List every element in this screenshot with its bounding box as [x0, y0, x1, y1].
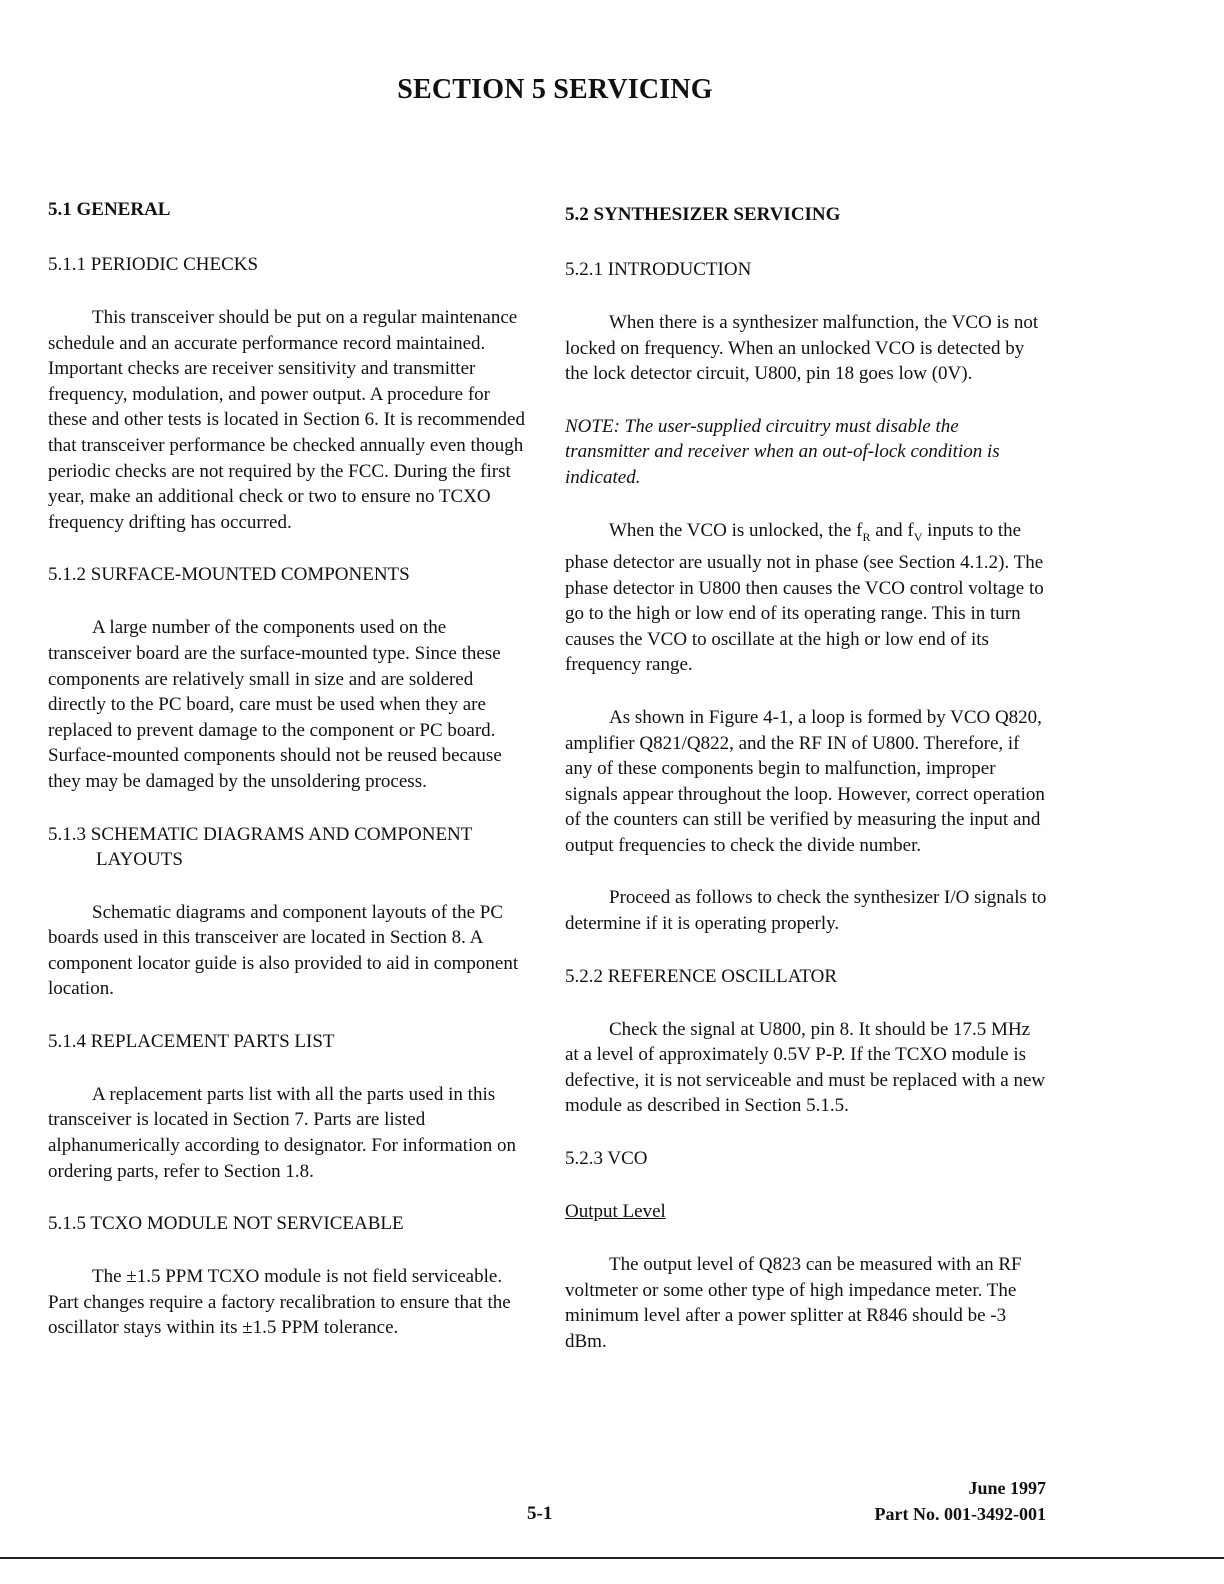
paragraph-introduction: When there is a synthesizer malfunction, the VCO is not locked on frequency. When an unlocked VCO is detected by the lock detector circuit, U800, pin 18 goes low (0V).: [565, 312, 1039, 385]
heading-schematic-diagrams: 5.1.3 SCHEMATIC DIAGRAMS AND COMPONENT LAYOUTS: [48, 823, 473, 870]
unlocked-text-b: inputs to the phase detector are usually not in phase (see Section 4.1.2). The phase detector in U800 then causes the VCO control voltage to go to the high or low end of its operating range. This in turn causes the VCO to oscillate at the high or low end of its frequency range.: [565, 519, 1044, 676]
paragraph-loop: As shown in Figure 4-1, a loop is formed by VCO Q820, amplifier Q821/Q822, and the RF IN of U800. Therefore, if any of these components begin to malfunction, improper signals appear throughout the loop. However, correct operation of the counters can still be verified by measuring the input and output frequencies to check the divide number.: [565, 706, 1045, 856]
heading-replacement-parts: 5.1.4 REPLACEMENT PARTS LIST: [48, 1030, 335, 1052]
bottom-rule: [0, 1557, 1224, 1559]
subscript-r: R: [862, 529, 871, 544]
left-column: [48, 198, 526, 1368]
heading-reference-oscillator: 5.2.2 REFERENCE OSCILLATOR: [565, 965, 838, 987]
footer-info: [840, 1475, 1046, 1527]
paragraph-periodic-checks: This transceiver should be put on a regular maintenance schedule and an accurate performance record maintained. Important checks are receiver sensitivity and transmitter frequency, modulation, and power output. A procedure for these and other tests is located in Section 6. It is recommended that transceiver performance be checked annually even though periodic checks are not required by the FCC. During the first year, make an additional check or two to ensure no TCXO frequency drifting has occurred.: [48, 307, 525, 533]
heading-general: 5.1 GENERAL: [48, 199, 171, 220]
right-column: [565, 203, 1047, 1381]
paragraph-schematic-diagrams: Schematic diagrams and component layouts of the PC boards used in this transceiver are located in Section 8. A component locator guide is also provided to aid in component location.: [48, 901, 519, 1000]
paragraph-reference-oscillator: Check the signal at U800, pin 8. It should be 17.5 MHz at a level of approximately 0.5V P-P. If the TCXO module is defective, it is not serviceable and must be replaced with a new module as described in Section 5.1.5.: [565, 1018, 1046, 1117]
paragraph-proceed: Proceed as follows to check the synthesizer I/O signals to determine if it is operating properly.: [565, 887, 1047, 935]
paragraph-tcxo-module: The ±1.5 PPM TCXO module is not field serviceable. Part changes require a factory recalibration to ensure that the oscillator stays within its ±1.5 PPM tolerance.: [48, 1266, 511, 1339]
footer-part-number: Part No. 001-3492-001: [874, 1504, 1046, 1524]
heading-synthesizer-servicing: 5.2 SYNTHESIZER SERVICING: [565, 204, 841, 225]
heading-introduction: 5.2.1 INTRODUCTION: [565, 259, 752, 280]
paragraph-replacement-parts: A replacement parts list with all the parts used in this transceiver is located in Section 7. Parts are listed alphanumerically according to designator. For information on ordering parts, refer to Section 1.8.: [48, 1083, 517, 1182]
footer-date: June 1997: [968, 1478, 1046, 1498]
paragraph-vco-unlocked: [565, 518, 1047, 678]
note-out-of-lock: NOTE: The user-supplied circuitry must disable the transmitter and receiver when an out-of-lock condition is indicated.: [565, 415, 1000, 488]
subheading-output-level: Output Level: [565, 1201, 666, 1223]
page-title: SECTION 5 SERVICING: [397, 74, 713, 105]
paragraph-output-level: The output level of Q823 can be measured with an RF voltmeter or some other type of high impedance meter. The minimum level after a power splitter at R846 should be -3 dBm.: [565, 1254, 1022, 1352]
heading-surface-mounted: 5.1.2 SURFACE-MOUNTED COMPONENTS: [48, 564, 410, 586]
unlocked-text-a: When the VCO is unlocked, the f: [609, 519, 863, 541]
page-number: 5-1: [527, 1503, 553, 1524]
heading-vco: 5.2.3 VCO: [565, 1148, 648, 1170]
heading-tcxo-module: 5.1.5 TCXO MODULE NOT SERVICEABLE: [48, 1213, 404, 1235]
heading-periodic-checks: 5.1.1 PERIODIC CHECKS: [48, 254, 259, 275]
subscript-v: V: [913, 529, 923, 544]
unlocked-text-and: and f: [870, 519, 914, 541]
paragraph-surface-mounted: A large number of the components used on the transceiver board are the surface-mounted type. Since these components are relatively small in size and are soldered directly to the PC board, care must be used when they are replaced to prevent damage to the component or PC board. Surface-mounted components should not be reused because they may be damaged by the unsoldering process.: [48, 617, 502, 792]
